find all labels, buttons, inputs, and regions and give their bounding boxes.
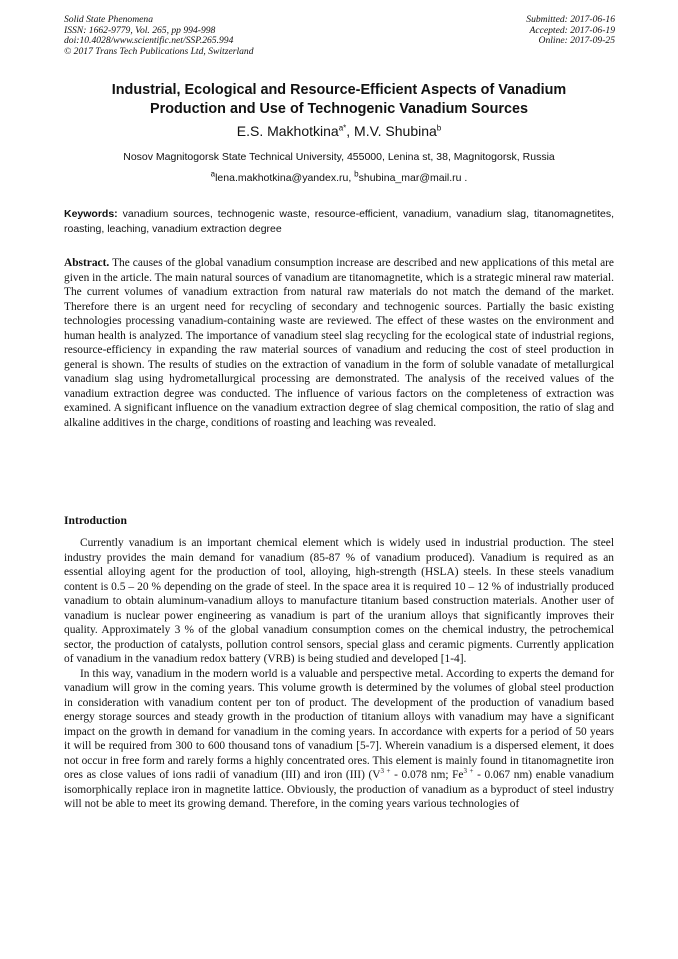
journal-name: Solid State Phenomena (64, 14, 153, 25)
email-b: shubina_mar@mail.ru (358, 172, 462, 184)
vanadium-ion-charge: 3 + (380, 767, 391, 776)
introduction-heading: Introduction (64, 514, 127, 527)
introduction-body (64, 536, 614, 812)
email-a: lena.makhotkina@yandex.ru (215, 172, 349, 184)
issn-line: ISSN: 1662-9779, Vol. 265, pp 994-998 (64, 24, 216, 36)
paper-title (60, 81, 618, 119)
author-separator: , (346, 123, 355, 139)
author-2-affiliation-mark: b (436, 123, 442, 133)
keywords-text: vanadium sources, technogenic waste, resource-efficient, vanadium, vanadium slag, titanomagnetites, roasting, leaching, vanadium extraction degree (64, 208, 614, 235)
doi-line: doi:10.4028/www.scientific.net/SSP.265.994 (64, 35, 234, 47)
abstract-text: The causes of the global vanadium consumption increase are described and new applications of this metal are given in the article. The main natural sources of vanadium are titanomagnetite, which is a strategic mineral raw material. The current volumes of vanadium extraction from natural raw materials do not match the demand of the market. Therefore there is an urgent need for recycling of secondary and technogenic sources. Partially the basic existing technologies processing vanadium-containing waste are reviewed. The effect of these wastes on the environment and human health is analyzed. The importance of vanadium steel slag recycling for the ecological state of industrial regions, resource-efficiency in expanding the raw material sources of vanadium and reducing the cost of steel production in general is shown. The results of studies on the extraction of vanadium in the form of soluble vanadate of metallurgical vanadium slag using hydrometallurgical processing are demonstrated. The analysis of the received values of the vanadium extraction degree was conducted. The influence of various factors on the completeness of extraction was examined. A significant influence on the vanadium extraction degree of slag chemical composition, the ratio of slag and alkaline additives in the charge, conditions of roasting and leaching was revealed. (64, 257, 614, 430)
keywords-label: Keywords: (64, 208, 118, 220)
submitted-date: Submitted: 2017-06-16 (526, 14, 615, 25)
keywords (64, 207, 614, 236)
dates-header (526, 15, 615, 47)
email-separator: , (348, 172, 355, 184)
affiliation: Nosov Magnitogorsk State Technical University, 455000, Lenina st, 38, Magnitogorsk, Russia (123, 151, 555, 163)
journal-header (64, 15, 254, 57)
author-list (60, 121, 618, 141)
abstract-label: Abstract. (64, 257, 110, 269)
email-a-mark: a (210, 169, 216, 179)
title-line-2: Production and Use of Technogenic Vanadium Sources (150, 101, 528, 117)
paragraph-2-part-3: - 0.067 nm) enable vanadium isomorphically replace iron in magnetite lattice. Obviously, the production of vanadium as a byproduct of steel industry will not be able to meet its growing demand. Therefore, in the coming years various technologies of (64, 769, 614, 810)
paragraph-2-part-2: - 0.078 nm; Fe (390, 769, 464, 781)
email-end: . (461, 172, 468, 184)
paragraph-2-part-1: In this way, vanadium in the modern world is a valuable and perspective metal. According to experts the demand for vanadium will grow in the coming years. This volume growth is determined by the volumes of global steel production in consideration with vanadium content per ton of product. The development of the production of vanadium based energy storage sources and steady growth in the production of titanium alloys with vanadium may have a significant impact on the growth in demand for vanadium in the coming years. In accordance with experts for a period of 50 years it will be required from 300 to 600 thousand tons of vanadium [5-7]. Wherein vanadium is a dispersed element, it does not occur in free form and rarely forms a highly concentrated ores. This element is mainly found in titanomagnetite iron ores as close values of ions radii of vanadium (III) and iron (III) (V (64, 667, 614, 781)
online-date: Online: 2017-09-25 (538, 35, 615, 47)
author-2: M.V. Shubina (354, 123, 437, 139)
copyright-line: © 2017 Trans Tech Publications Ltd, Switzerland (64, 45, 254, 57)
abstract (64, 256, 614, 431)
accepted-date: Accepted: 2017-06-19 (529, 24, 615, 36)
introduction-paragraph-2 (64, 667, 614, 812)
author-1: E.S. Makhotkina (236, 123, 339, 139)
author-emails (60, 171, 618, 185)
introduction-paragraph-1: Currently vanadium is an important chemical element which is widely used in industrial production. The steel industry provides the main demand for vanadium (85-87 % of vanadium produced). Vanadium is required as an essential alloying agent for the production of tool, alloying, high-strength (HSLA) steels. In these steels vanadium content is 0.5 – 20 % depending on the grade of steel. In the space area it is required 10 – 12 % of industrially produced vanadium to obtain aluminum-vanadium alloys to manufacture titanium based construction materials. Another user of vanadium is nuclear power engineering as vanadium is part of the uranium alloys that significantly improves their quality. Approximately 3 % of the global vanadium consumption comes on the chemical industry, the petrochemical sector, the production of catalysts, pollution control sensors, special glass and ceramic pigments. Currently application of vanadium in the vanadium redox battery (VRB) is being studied and developed [1-4]. (64, 537, 614, 665)
author-1-affiliation-mark: a* (338, 123, 347, 133)
iron-ion-charge: 3 + (463, 767, 474, 776)
title-line-1: Industrial, Ecological and Resource-Efficient Aspects of Vanadium (111, 82, 567, 98)
email-b-mark: b (354, 169, 359, 179)
